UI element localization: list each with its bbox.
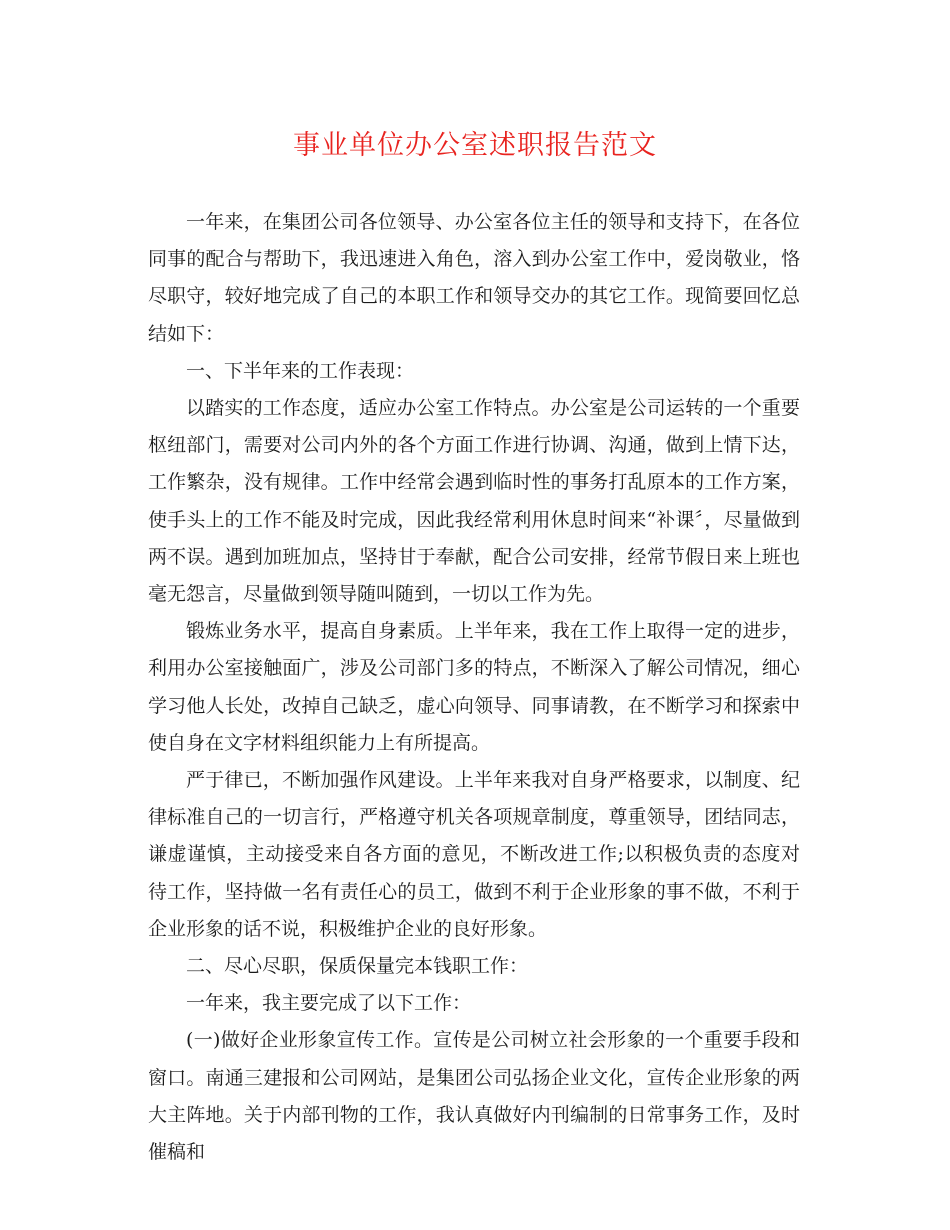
- paragraph-skills: 锻炼业务水平，提高自身素质。上半年来，我在工作上取得一定的进步，利用办公室接触面广，涉及公司部门多的特点，不断深入了解公司情况，细心学习他人长处，改掉自己缺乏，虚心向领导、同事请教，在不断学习和探索中使自身在文字材料组织能力上有所提高。: [148, 620, 800, 754]
- paragraph-discipline: 严于律已，不断加强作风建设。上半年来我对自身严格要求，以制度、纪律标准自己的一切言行，严格遵守机关各项规章制度，尊重领导，团结同志，谦虚谨慎，主动接受来自各方面的意见，不断改进工作;以积极负责的态度对待工作，坚持做一名有责任心的员工，做到不利于企业形象的事不做，不利于企业形象的话不说，积极维护企业的良好形象。: [148, 769, 800, 940]
- document-body: [148, 204, 800, 1171]
- section-heading-1: 一、下半年来的工作表现：: [186, 359, 415, 382]
- paragraph-work-attitude: 以踏实的工作态度，适应办公室工作特点。办公室是公司运转的一个重要枢纽部门，需要对公司内外的各个方面工作进行协调、沟通，做到上情下达，工作繁杂，没有规律。工作中经常会遇到临时性的事务打乱原本的工作方案，使手头上的工作不能及时完成，因此我经常利用休息时间来“补课〞，尽量做到两不误。遇到加班加点，坚持甘于奉献，配合公司安排，经常节假日来上班也毫无怨言，尽量做到领导随叫随到，一切以工作为先。: [148, 397, 800, 606]
- document-title: 事业单位办公室述职报告范文: [293, 130, 657, 161]
- section-heading-2: 二、尽心尽职，保质保量完本钱职工作：: [186, 955, 529, 978]
- paragraph-work-summary: 一年来，我主要完成了以下工作：: [186, 992, 472, 1015]
- paragraph-publicity: (一)做好企业形象宣传工作。宣传是公司树立社会形象的一个重要手段和窗口。南通三建报和公司网站，是集团公司弘扬企业文化，宣传企业形象的两大主阵地。关于内部刊物的工作，我认真做好内刊编制的日常事务工作，及时催稿和: [148, 1029, 800, 1164]
- paragraph-intro: 一年来，在集团公司各位领导、办公室各位主任的领导和支持下，在各位同事的配合与帮助下，我迅速进入角色，溶入到办公室工作中，爱岗敬业，恪尽职守，较好地完成了自己的本职工作和领导交办的其它工作。现简要回忆总结如下：: [148, 211, 800, 345]
